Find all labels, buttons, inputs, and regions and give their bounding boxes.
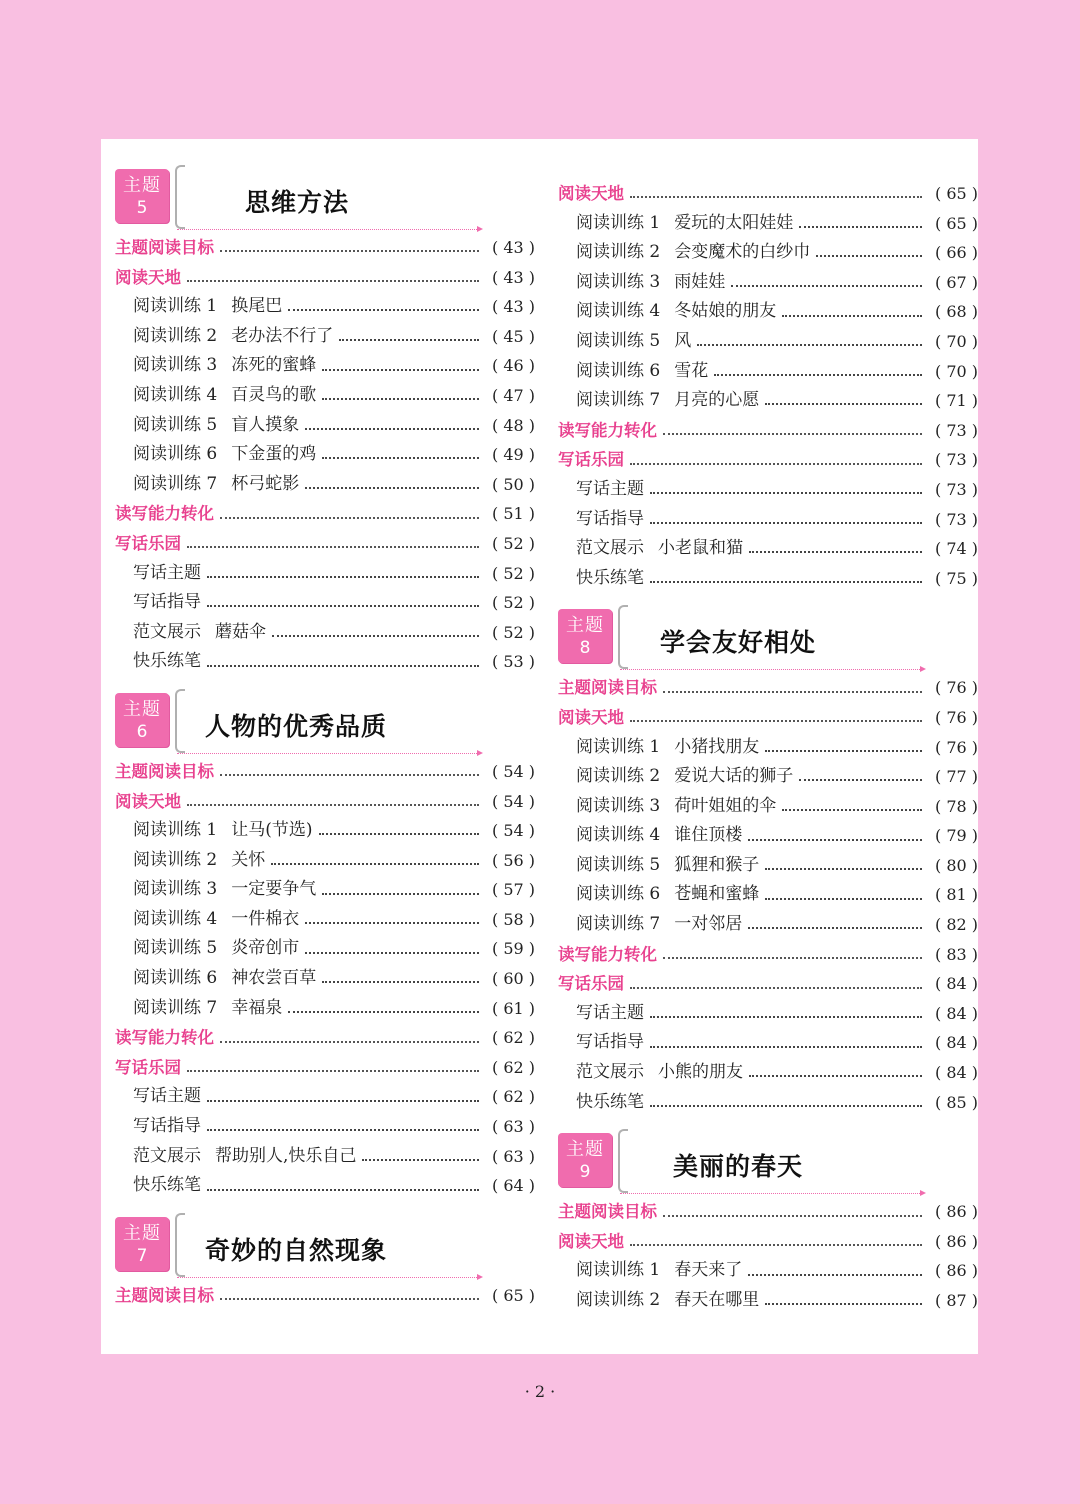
entry-title: 一件棉衣 (231, 908, 300, 929)
entry-label: 写话主题 (576, 1002, 644, 1023)
entry-title: 帮助别人,快乐自己 (215, 1145, 357, 1166)
toc-entry[interactable] (115, 905, 535, 935)
title-rule (177, 1277, 477, 1278)
entry-label: 阅读天地 (558, 1231, 624, 1251)
entry-title: 雨娃娃 (674, 271, 726, 292)
entry-label: 快乐练笔 (576, 1091, 644, 1112)
entry-page: ( 68 ) (934, 302, 978, 322)
toc-entry[interactable] (115, 1281, 535, 1311)
entry-label: 阅读训练 2 (133, 849, 218, 870)
badge-number: 7 (136, 1245, 148, 1266)
entry-page: ( 73 ) (934, 450, 978, 470)
entry-page: ( 51 ) (491, 504, 535, 524)
theme-title: 人物的优秀品质 (205, 711, 388, 741)
entry-page: ( 53 ) (491, 652, 535, 672)
entry-label: 阅读训练 2 (133, 325, 218, 346)
toc-entry[interactable] (115, 263, 535, 293)
toc-entry[interactable] (558, 910, 978, 940)
title-bracket (175, 1213, 185, 1277)
entry-title: 冻死的蜜蜂 (231, 355, 317, 376)
entry-label: 写话主题 (133, 562, 201, 583)
entry-label: 阅读训练 6 (133, 444, 218, 465)
toc-entry[interactable] (558, 673, 978, 703)
entry-page: ( 43 ) (491, 238, 535, 257)
entry-page: ( 74 ) (934, 539, 978, 559)
toc-entry[interactable] (558, 1088, 978, 1118)
toc-entry[interactable] (558, 564, 978, 594)
entry-title: 老办法不行了 (231, 325, 334, 346)
entry-label: 写话指导 (576, 508, 644, 529)
toc-entry[interactable] (558, 238, 978, 268)
toc-entry[interactable] (558, 357, 978, 387)
entry-title: 苍蝇和蜜蜂 (674, 884, 760, 905)
entry-title: 谁住顶楼 (674, 825, 743, 846)
entry-label: 主题阅读目标 (115, 1285, 214, 1305)
entry-page: ( 62 ) (491, 1057, 535, 1077)
toc-entry[interactable] (115, 1023, 535, 1053)
toc-entry[interactable] (115, 1082, 535, 1112)
entry-label: 快乐练笔 (133, 1175, 201, 1196)
entry-page: ( 60 ) (491, 969, 535, 989)
toc-entry[interactable] (558, 999, 978, 1029)
entry-title: 一定要争气 (231, 879, 317, 900)
toc-entry[interactable] (115, 994, 535, 1024)
theme-badge (558, 609, 612, 663)
entry-label: 范文展示 (133, 621, 201, 642)
entry-label: 阅读训练 1 (133, 820, 218, 841)
entry-title: 春天在哪里 (674, 1290, 760, 1310)
entry-label: 阅读训练 6 (133, 968, 218, 989)
entry-page: ( 84 ) (934, 1003, 978, 1023)
toc-entry[interactable] (558, 268, 978, 298)
entry-page: ( 76 ) (934, 707, 978, 727)
entry-label: 写话乐园 (115, 533, 181, 553)
entry-label: 阅读训练 5 (133, 414, 218, 435)
entry-page: ( 49 ) (491, 445, 535, 465)
theme-title: 奇妙的自然现象 (205, 1235, 388, 1265)
page-number: · 2 · (524, 1382, 556, 1401)
entry-page: ( 54 ) (491, 821, 535, 841)
badge-label: 主题 (566, 615, 604, 637)
entry-title: 蘑菇伞 (215, 621, 266, 642)
entry-page: ( 80 ) (934, 855, 978, 875)
entry-page: ( 61 ) (491, 998, 535, 1018)
entry-label: 写话指导 (133, 592, 201, 613)
entry-page: ( 76 ) (934, 678, 978, 698)
toc-entry[interactable] (115, 647, 535, 677)
entry-label: 阅读训练 5 (576, 854, 661, 875)
entry-label: 主题阅读目标 (558, 1202, 657, 1222)
entry-label: 写话主题 (576, 478, 644, 499)
entry-label: 读写能力转化 (115, 1028, 214, 1048)
theme-header-9 (558, 1131, 978, 1197)
badge-label: 主题 (566, 1139, 604, 1161)
entry-page: ( 87 ) (934, 1291, 978, 1310)
entry-label: 阅读训练 3 (133, 355, 218, 376)
entry-page: ( 52 ) (491, 533, 535, 553)
toc-entry[interactable] (115, 322, 535, 352)
entry-title: 狐狸和猴子 (674, 854, 760, 875)
entry-label: 阅读训练 5 (133, 938, 218, 959)
entry-title: 杯弓蛇影 (231, 473, 300, 494)
entry-label: 阅读训练 1 (133, 296, 218, 317)
title-rule (620, 1193, 920, 1194)
toc-entry[interactable] (115, 499, 535, 529)
entry-title: 下金蛋的鸡 (231, 444, 317, 465)
entry-page: ( 56 ) (491, 850, 535, 870)
entry-page: ( 73 ) (934, 479, 978, 499)
entry-label: 阅读训练 1 (576, 1260, 661, 1281)
toc-entry[interactable] (558, 1058, 978, 1088)
toc-entry[interactable] (558, 851, 978, 881)
theme-badge (558, 1133, 612, 1187)
entry-title: 冬姑娘的朋友 (674, 301, 777, 322)
entry-label: 快乐练笔 (133, 651, 201, 672)
toc-entry[interactable] (558, 505, 978, 535)
toc-entry[interactable] (558, 1197, 978, 1227)
entry-page: ( 57 ) (491, 880, 535, 900)
toc-entry[interactable] (115, 351, 535, 381)
entry-title: 荷叶姐姐的伞 (674, 795, 777, 816)
entry-label: 写话乐园 (115, 1057, 181, 1077)
toc-entry[interactable] (558, 880, 978, 910)
theme-header-8 (558, 607, 978, 673)
entry-page: ( 82 ) (934, 915, 978, 935)
entry-label: 写话乐园 (558, 450, 624, 470)
badge-number: 8 (579, 638, 591, 659)
entry-title: 让马(节选) (231, 820, 313, 841)
toc-entry[interactable] (558, 475, 978, 505)
entry-page: ( 86 ) (934, 1202, 978, 1222)
toc-entry[interactable] (558, 733, 978, 763)
toc-entry[interactable] (558, 792, 978, 822)
entry-label: 阅读训练 2 (576, 1290, 661, 1310)
toc-entry[interactable] (115, 846, 535, 876)
entry-page: ( 81 ) (934, 885, 978, 905)
toc-entry[interactable] (558, 1256, 978, 1286)
entry-title: 春天来了 (674, 1260, 743, 1281)
entry-page: ( 65 ) (934, 213, 978, 233)
toc-entry[interactable] (558, 297, 978, 327)
entry-page: ( 71 ) (934, 391, 978, 411)
entry-title: 神农尝百草 (231, 968, 317, 989)
entry-label: 读写能力转化 (558, 420, 657, 440)
badge-number: 5 (136, 197, 148, 218)
entry-title: 盲人摸象 (231, 414, 300, 435)
entry-label: 范文展示 (133, 1145, 201, 1166)
entry-title: 幸福泉 (231, 997, 283, 1018)
entry-page: ( 62 ) (491, 1028, 535, 1048)
toc-entry[interactable] (115, 292, 535, 322)
toc-entry[interactable] (115, 1112, 535, 1142)
entry-title: 一对邻居 (674, 914, 743, 935)
entry-label: 写话主题 (133, 1086, 201, 1107)
toc-entry[interactable] (115, 1171, 535, 1201)
entry-label: 阅读天地 (115, 791, 181, 811)
entry-label: 快乐练笔 (576, 567, 644, 588)
entry-page: ( 75 ) (934, 568, 978, 588)
theme-badge (115, 693, 169, 747)
badge-label: 主题 (123, 1222, 161, 1244)
entry-page: ( 59 ) (491, 939, 535, 959)
theme-title: 美丽的春天 (673, 1152, 804, 1182)
toc-entry[interactable] (115, 618, 535, 648)
entry-page: ( 45 ) (491, 326, 535, 346)
toc-entry[interactable] (115, 233, 535, 263)
toc-entry[interactable] (558, 1286, 978, 1316)
entry-page: ( 64 ) (491, 1176, 535, 1196)
entry-title: 月亮的心愿 (674, 390, 760, 411)
toc-entry[interactable] (115, 559, 535, 589)
entry-title: 风 (674, 330, 692, 351)
entry-page: ( 77 ) (934, 767, 978, 787)
toc-entry[interactable] (115, 470, 535, 500)
toc-entry[interactable] (558, 1227, 978, 1257)
toc-entry[interactable] (115, 440, 535, 470)
entry-page: ( 43 ) (491, 267, 535, 287)
entry-label: 阅读训练 7 (133, 473, 218, 494)
entry-label: 主题阅读目标 (558, 678, 657, 698)
title-rule (177, 753, 477, 754)
entry-page: ( 58 ) (491, 909, 535, 929)
entry-page: ( 63 ) (491, 1146, 535, 1166)
entry-page: ( 54 ) (491, 761, 535, 781)
toc-entry[interactable] (558, 445, 978, 475)
entry-page: ( 79 ) (934, 826, 978, 846)
toc-entry[interactable] (558, 327, 978, 357)
entry-page: ( 63 ) (491, 1117, 535, 1137)
entry-label: 主题阅读目标 (115, 238, 214, 257)
toc-entry[interactable] (558, 179, 978, 209)
entry-label: 阅读训练 1 (576, 736, 661, 757)
entry-label: 范文展示 (576, 538, 644, 559)
entry-title: 会变魔术的白纱巾 (674, 242, 811, 263)
entry-label: 阅读天地 (558, 707, 624, 727)
theme-header-6 (115, 691, 535, 757)
entry-page: ( 65 ) (491, 1285, 535, 1305)
entry-label: 阅读训练 1 (576, 212, 661, 233)
entry-page: ( 85 ) (934, 1092, 978, 1112)
toc-sheet (101, 139, 978, 1354)
badge-number: 6 (136, 721, 148, 742)
entry-label: 阅读训练 7 (576, 914, 661, 935)
entry-page: ( 86 ) (934, 1261, 978, 1281)
toc-entry[interactable] (115, 816, 535, 846)
entry-page: ( 46 ) (491, 356, 535, 376)
entry-label: 写话指导 (576, 1032, 644, 1053)
entry-label: 阅读训练 4 (576, 301, 661, 322)
title-rule (620, 669, 920, 670)
theme-badge (115, 169, 169, 223)
entry-page: ( 52 ) (491, 563, 535, 583)
theme-badge (115, 1217, 169, 1271)
entry-title: 换尾巴 (231, 296, 283, 317)
toc-entry[interactable] (115, 787, 535, 817)
entry-page: ( 73 ) (934, 509, 978, 529)
entry-label: 阅读天地 (115, 267, 181, 287)
entry-label: 阅读训练 5 (576, 330, 661, 351)
theme-header-5 (115, 167, 535, 233)
theme-header-7 (115, 1215, 535, 1281)
entry-label: 阅读训练 6 (576, 360, 661, 381)
title-bracket (618, 1129, 628, 1193)
entry-label: 阅读训练 3 (576, 795, 661, 816)
entry-page: ( 76 ) (934, 737, 978, 757)
entry-page: ( 66 ) (934, 243, 978, 263)
entry-title: 爱说大话的狮子 (674, 766, 794, 787)
badge-label: 主题 (123, 698, 161, 720)
toc-entry[interactable] (558, 534, 978, 564)
entry-page: ( 62 ) (491, 1087, 535, 1107)
theme-title: 思维方法 (245, 188, 350, 217)
toc-entry[interactable] (558, 703, 978, 733)
entry-page: ( 52 ) (491, 593, 535, 613)
title-bracket (175, 689, 185, 753)
toc-entry[interactable] (558, 821, 978, 851)
entry-label: 阅读训练 2 (576, 766, 661, 787)
entry-page: ( 84 ) (934, 1033, 978, 1053)
entry-label: 阅读天地 (558, 184, 624, 203)
toc-entry[interactable] (558, 416, 978, 446)
entry-label: 阅读训练 6 (576, 884, 661, 905)
entry-page: ( 65 ) (934, 184, 978, 203)
entry-page: ( 48 ) (491, 415, 535, 435)
entry-page: ( 84 ) (934, 1063, 978, 1083)
title-rule (177, 229, 477, 230)
toc-entry[interactable] (558, 969, 978, 999)
entry-page: ( 78 ) (934, 796, 978, 816)
entry-label: 阅读训练 3 (133, 879, 218, 900)
entry-label: 读写能力转化 (558, 944, 657, 964)
toc-column-right (558, 179, 978, 1316)
toc-entry[interactable] (115, 588, 535, 618)
entry-label: 主题阅读目标 (115, 761, 214, 781)
entry-label: 阅读训练 4 (133, 384, 218, 405)
entry-label: 阅读训练 2 (576, 242, 661, 263)
title-bracket (175, 165, 185, 229)
toc-entry[interactable] (558, 209, 978, 239)
entry-title: 小猪找朋友 (674, 736, 760, 757)
toc-entry[interactable] (115, 1142, 535, 1172)
entry-title: 雪花 (674, 360, 709, 381)
toc-entry[interactable] (115, 934, 535, 964)
entry-page: ( 73 ) (934, 420, 978, 440)
badge-number: 9 (579, 1162, 591, 1183)
toc-entry[interactable] (558, 1028, 978, 1058)
entry-page: ( 52 ) (491, 622, 535, 642)
entry-label: 范文展示 (576, 1062, 644, 1083)
entry-page: ( 50 ) (491, 474, 535, 494)
entry-page: ( 67 ) (934, 272, 978, 292)
entry-title: 小老鼠和猫 (658, 538, 743, 559)
toc-entry[interactable] (115, 411, 535, 441)
title-bracket (618, 605, 628, 669)
toc-entry[interactable] (115, 875, 535, 905)
entry-title: 炎帝创市 (231, 938, 300, 959)
toc-entry[interactable] (558, 386, 978, 416)
entry-title: 关怀 (231, 849, 266, 870)
entry-label: 阅读训练 4 (576, 825, 661, 846)
entry-title: 百灵鸟的歌 (231, 384, 317, 405)
toc-entry[interactable] (558, 940, 978, 970)
entry-label: 阅读训练 7 (576, 390, 661, 411)
toc-entry[interactable] (115, 529, 535, 559)
entry-label: 阅读训练 3 (576, 271, 661, 292)
entry-label: 阅读训练 7 (133, 997, 218, 1018)
toc-column-left (115, 167, 535, 1310)
entry-page: ( 83 ) (934, 944, 978, 964)
entry-page: ( 70 ) (934, 361, 978, 381)
toc-entry[interactable] (115, 964, 535, 994)
entry-label: 读写能力转化 (115, 504, 214, 524)
entry-page: ( 70 ) (934, 331, 978, 351)
entry-label: 写话指导 (133, 1116, 201, 1137)
entry-title: 爱玩的太阳娃娃 (674, 212, 794, 233)
toc-entry[interactable] (558, 762, 978, 792)
badge-label: 主题 (123, 175, 161, 196)
toc-entry[interactable] (115, 757, 535, 787)
entry-title: 小熊的朋友 (658, 1062, 743, 1083)
entry-page: ( 43 ) (491, 297, 535, 317)
entry-page: ( 47 ) (491, 385, 535, 405)
entry-label: 写话乐园 (558, 974, 624, 994)
toc-entry[interactable] (115, 1053, 535, 1083)
entry-page: ( 54 ) (491, 791, 535, 811)
theme-title: 学会友好相处 (660, 628, 817, 658)
entry-label: 阅读训练 4 (133, 908, 218, 929)
entry-page: ( 84 ) (934, 974, 978, 994)
entry-page: ( 86 ) (934, 1231, 978, 1251)
toc-entry[interactable] (115, 381, 535, 411)
